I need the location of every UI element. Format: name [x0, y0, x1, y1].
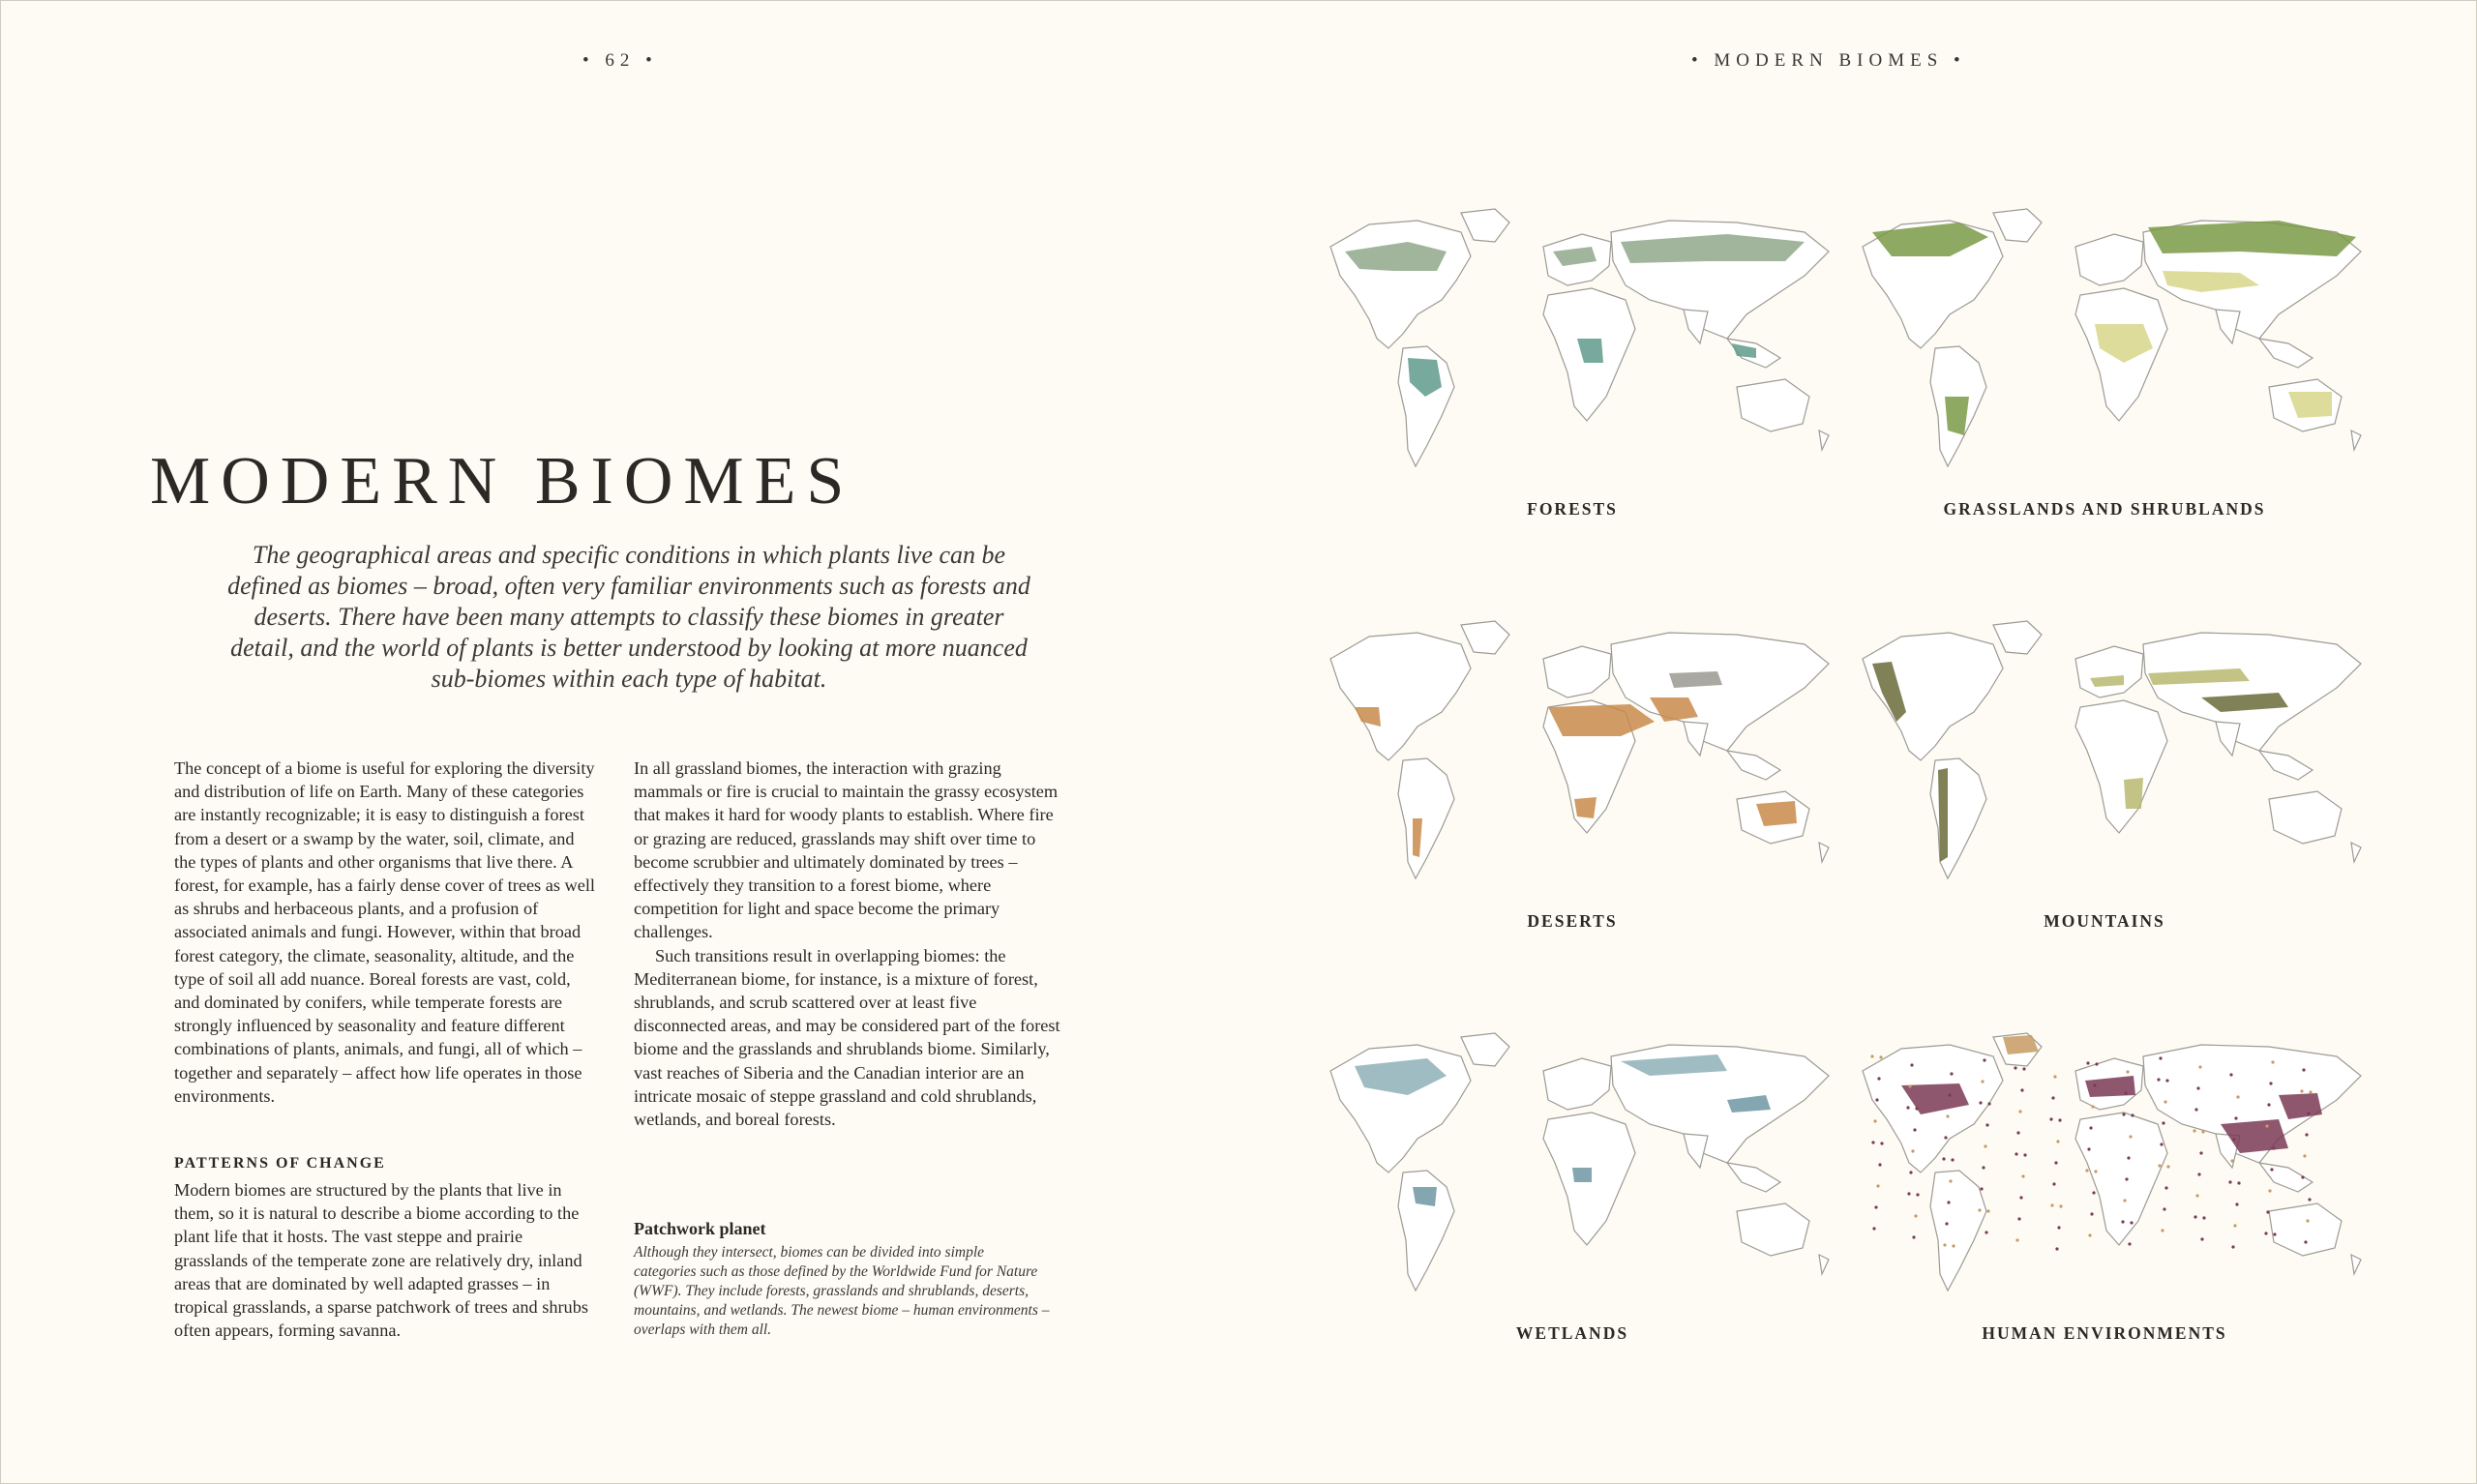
article-title: MODERN BIOMES	[150, 444, 855, 519]
settlement-dot	[2195, 1194, 2198, 1197]
settlement-dot	[2020, 1088, 2023, 1091]
world-map-mountains	[1834, 615, 2375, 905]
settlement-dot	[2269, 1082, 2272, 1084]
settlement-dot	[2161, 1229, 2164, 1232]
settlement-dot	[2304, 1240, 2307, 1243]
body-column-2	[634, 757, 1069, 1131]
settlement-dot	[2271, 1060, 2274, 1063]
biome-region	[1572, 1168, 1592, 1182]
continent-greenland	[1461, 209, 1509, 242]
settlement-dot	[1982, 1166, 1985, 1169]
settlement-dot	[1981, 1080, 1984, 1083]
biome-region	[1413, 1187, 1437, 1206]
map-label: MOUNTAINS	[2044, 911, 2165, 931]
settlement-dot	[2305, 1133, 2308, 1136]
paragraph: The concept of a biome is useful for exploring the diversity and distribution of life on Earth. Many of these categories are instantly recognizable; it is easy to distinguish a forest from a desert or a swamp by the water, soil, climate, and the types of plants and other organisms that live there. A forest, for example, has a fairly dense cover of trees as well as shrubs and herbaceous plants, and a profusion of associated animals and fungi. However, within that broad forest category, the climate, seasonality, altitude, and the type of soil all add nuance. Boreal forests are vast, cold, and dominated by conifers, while temperate forests are strongly influenced by seasonality and feature different combinations of plants, animals, and fungi, all of which – together and separately – affect how life operates in those environments.	[174, 758, 596, 1106]
settlement-dot	[2234, 1116, 2237, 1119]
settlement-dot	[2158, 1164, 2161, 1167]
settlement-dot	[2301, 1175, 2304, 1178]
settlement-dot	[1907, 1192, 1910, 1195]
settlement-dot	[2202, 1216, 2205, 1219]
settlement-dot	[1876, 1184, 1879, 1187]
settlement-dot	[1947, 1201, 1950, 1203]
continent-greenland	[1461, 1033, 1509, 1066]
world-map-wetlands	[1301, 1027, 1843, 1318]
settlement-dot	[2236, 1095, 2239, 1098]
running-header: • MODERN BIOMES •	[1691, 50, 1966, 71]
article-intro: The geographical areas and specific conditions in which plants live can be defined as biomes – broad, often very familiar environments such as forests and deserts. There have been many attempts to classify these biomes in greater detail, and the world of plants is better understood by looking at more nuanced sub-biomes within each type of habitat.	[227, 541, 1030, 693]
settlement-dot	[2193, 1215, 2196, 1218]
continent-outlines	[1330, 621, 1829, 878]
settlement-dot	[2199, 1151, 2202, 1154]
settlement-dot	[2159, 1056, 2162, 1059]
settlement-dot	[2231, 1245, 2234, 1248]
settlement-dot	[1952, 1244, 1955, 1247]
settlement-dot	[2055, 1247, 2058, 1250]
settlement-dot	[1945, 1222, 1948, 1225]
settlement-dot	[1983, 1058, 1985, 1061]
settlement-dot	[2022, 1067, 2025, 1070]
settlement-dot	[1985, 1231, 1987, 1233]
settlement-dot	[1877, 1077, 1880, 1080]
settlement-dot	[1946, 1114, 1949, 1117]
continent-southAmerica	[1930, 1171, 1986, 1291]
world-map-deserts	[1301, 615, 1843, 905]
settlement-dot	[2059, 1204, 2062, 1207]
settlement-dot	[2052, 1182, 2055, 1185]
continent-northAmerica	[1330, 221, 1471, 348]
biome-region	[1548, 704, 1655, 736]
settlement-dot	[2196, 1086, 2199, 1089]
continent-greenland	[1461, 621, 1509, 654]
settlement-dot	[1879, 1055, 1882, 1058]
settlement-dot	[2163, 1207, 2165, 1210]
world-map-human	[1834, 1027, 2375, 1318]
continent-australia	[1737, 1203, 1809, 1256]
settlement-dot	[2129, 1135, 2132, 1138]
settlement-dot	[1874, 1205, 1877, 1208]
continent-greenland	[1993, 621, 2042, 654]
biome-region	[2148, 221, 2356, 256]
settlement-dot	[2232, 1138, 2235, 1141]
settlement-dot	[2054, 1161, 2057, 1164]
continent-india	[1684, 1134, 1708, 1168]
settlement-dot	[2091, 1105, 2094, 1108]
settlement-dot	[1880, 1142, 1883, 1144]
settlement-dot	[1878, 1163, 1881, 1166]
settlement-dot	[2014, 1066, 2016, 1069]
settlement-dot	[1913, 1128, 1916, 1131]
settlement-dot	[2270, 1168, 2273, 1171]
biome-region	[2124, 778, 2143, 809]
settlement-dot	[2094, 1170, 2097, 1172]
biome-region	[2003, 1035, 2039, 1054]
continent-asia	[1611, 633, 1829, 751]
map-label: FORESTS	[1527, 499, 1618, 519]
settlement-dot	[1980, 1187, 1983, 1190]
settlement-dot	[2166, 1165, 2169, 1168]
paragraph: In all grassland biomes, the interaction with grazing mammals or fire is crucial to maintain the grassy ecosystem that makes it hard for woody plants to establish. Where fire or grazing are reduced, grasslands may shift over time to become scrubbier and ultimately dominated by trees – effectively they transition to a forest biome, where competition for light and space become the primary challenges.	[634, 758, 1059, 942]
settlement-dot	[2019, 1196, 2022, 1199]
settlement-dot	[2122, 1113, 2125, 1115]
settlement-dot	[1914, 1214, 1917, 1217]
continent-seAsia	[2259, 339, 2313, 368]
settlement-dot	[2087, 1147, 2090, 1150]
settlement-dot	[2092, 1191, 2095, 1194]
settlement-dot	[2228, 1180, 2231, 1183]
settlement-dot	[2123, 1199, 2126, 1202]
settlement-dot	[2095, 1062, 2098, 1065]
map-grasslands	[1834, 203, 2375, 519]
settlement-dot	[2088, 1233, 2091, 1236]
settlement-dot	[1908, 1084, 1911, 1087]
continent-outlines	[1863, 1033, 2361, 1291]
settlement-dot	[1944, 1136, 1947, 1139]
settlement-dot	[2050, 1203, 2053, 1206]
settlement-dot	[2237, 1181, 2240, 1184]
settlement-dot	[2058, 1118, 2061, 1121]
section-subhead: PATTERNS OF CHANGE	[174, 1155, 386, 1172]
settlement-dot	[2300, 1089, 2303, 1092]
settlement-dot	[1875, 1098, 1878, 1101]
continent-india	[1684, 310, 1708, 343]
caption-title: Patchwork planet	[634, 1219, 766, 1238]
settlement-dot	[1943, 1243, 1946, 1246]
settlement-dot	[2306, 1219, 2309, 1222]
map-label: HUMAN ENVIRONMENTS	[1982, 1323, 2227, 1343]
settlement-dot	[2201, 1130, 2204, 1133]
continent-outlines	[1863, 621, 2361, 878]
continent-nz	[1819, 843, 1829, 862]
settlement-dot	[2053, 1075, 2056, 1078]
settlement-dot	[1870, 1054, 1873, 1057]
continent-india	[2216, 310, 2240, 343]
continent-nz	[2351, 843, 2361, 862]
continent-australia	[1737, 379, 1809, 431]
settlement-dot	[2016, 1131, 2019, 1134]
settlement-dot	[2056, 1140, 2059, 1143]
paragraph: Such transitions result in overlapping biomes: the Mediterranean biome, for instance, is a mixture of forest, shrublands, and scrub scattered over at least five disconnected areas, and may be considered part of the forest biome and the grasslands and shrublands biome. Similarly, vast reaches of Siberia and the Canadian interior are an intricate mosaic of steppe grassland and cold shrublands, wetlands, and boreal forests.	[634, 945, 1060, 1130]
settlement-dot	[1909, 1171, 1912, 1173]
settlement-dot	[2164, 1100, 2166, 1103]
map-human-environments	[1834, 1027, 2375, 1343]
settlement-dot	[2302, 1068, 2305, 1071]
settlement-dot	[1942, 1157, 1945, 1160]
continent-nz	[1819, 1255, 1829, 1274]
settlement-dot	[2124, 1091, 2127, 1094]
settlement-dot	[2128, 1242, 2131, 1245]
settlement-dot	[2193, 1129, 2195, 1132]
continent-northAmerica	[1863, 633, 2003, 760]
settlement-dot	[1906, 1106, 1909, 1109]
continent-africa	[2075, 1113, 2167, 1245]
map-label: GRASSLANDS AND SHRUBLANDS	[1943, 499, 2266, 519]
settlement-dot	[2049, 1117, 2052, 1120]
settlement-dot	[1987, 1102, 1990, 1105]
settlement-dot	[2200, 1237, 2203, 1240]
settlement-dot	[1915, 1107, 1918, 1110]
settlement-dot	[1871, 1141, 1874, 1143]
world-map-forests	[1301, 203, 1843, 493]
settlement-dot	[2057, 1226, 2060, 1229]
biome-region	[1574, 797, 1597, 818]
settlement-dot	[1873, 1119, 1876, 1122]
continent-northAmerica	[1330, 633, 1471, 760]
settlement-dot	[2086, 1061, 2089, 1064]
caption-text: Although they intersect, biomes can be divided into simple categories such as those defined by the Worldwide Fund for Nature (WWF). They include forests, grasslands and shrublands, deserts, mountains, and wetlands. The newest biome – human environments – overlaps with them all.	[634, 1244, 1050, 1338]
settlement-dot	[2093, 1083, 2096, 1086]
settlement-dot	[2085, 1169, 2088, 1172]
settlement-dot	[2233, 1224, 2236, 1227]
settlement-dot	[2051, 1096, 2054, 1099]
settlement-dot	[2194, 1108, 2197, 1111]
settlement-dot	[1984, 1144, 1986, 1147]
world-map-grasslands	[1834, 203, 2375, 493]
settlement-dot	[1950, 1072, 1953, 1075]
settlement-dot	[2273, 1232, 2276, 1235]
settlement-dot	[2229, 1073, 2232, 1076]
map-label: WETLANDS	[1515, 1323, 1629, 1343]
settlement-dot	[2265, 1124, 2268, 1127]
settlement-dot	[2230, 1159, 2233, 1162]
body-column-1	[174, 757, 600, 1108]
settlement-dot	[2165, 1079, 2168, 1082]
settlement-dot	[2235, 1202, 2238, 1205]
continent-europe	[2075, 234, 2143, 285]
settlement-dot	[2198, 1065, 2201, 1068]
continent-southAmerica	[1398, 758, 1454, 878]
settlement-dot	[2162, 1121, 2164, 1124]
settlement-dot	[2197, 1172, 2200, 1175]
settlement-dot	[2268, 1189, 2271, 1192]
settlement-dot	[2125, 1177, 2128, 1180]
page-number: • 62 •	[582, 50, 658, 71]
settlement-dot	[2160, 1143, 2163, 1145]
settlement-dot	[2126, 1070, 2129, 1073]
continent-nz	[2351, 430, 2361, 450]
settlement-dot	[2264, 1232, 2267, 1234]
settlement-dot	[2018, 1110, 2021, 1113]
continent-nz	[1819, 430, 1829, 450]
settlement-dot	[1948, 1093, 1951, 1096]
settlement-dot	[2014, 1152, 2017, 1155]
settlement-dot	[2121, 1220, 2124, 1223]
settlement-dot	[2017, 1217, 2020, 1220]
settlement-dot	[1912, 1235, 1915, 1238]
settlement-dot	[1949, 1179, 1952, 1182]
settlement-dot	[1979, 1101, 1982, 1104]
continent-india	[1684, 722, 1708, 756]
map-mountains	[1834, 615, 2375, 931]
settlement-dot	[2130, 1221, 2133, 1224]
settlement-dot	[1985, 1123, 1988, 1126]
continent-seAsia	[2259, 751, 2313, 780]
continent-europe	[2075, 646, 2143, 697]
paragraph: Modern biomes are structured by the plants that live in them, so it is natural to describe a biome according to the plant life that it hosts. The vast steppe and prairie grasslands of the temperate zone are relatively dry, inland areas that are dominated by well adapted grasses – in tropical grasslands, a sparse patchwork of trees and shrubs often appears, forming savanna.	[174, 1180, 588, 1341]
settlement-dot	[2309, 1090, 2312, 1093]
map-wetlands	[1301, 1027, 1843, 1343]
settlement-dot	[1986, 1209, 1989, 1212]
continent-seAsia	[2259, 1163, 2313, 1192]
settlement-dot	[2015, 1238, 2018, 1241]
map-label: DESERTS	[1527, 911, 1618, 931]
settlement-dot	[1951, 1158, 1954, 1161]
settlement-dot	[2131, 1113, 2134, 1116]
settlement-dot	[2089, 1126, 2092, 1129]
settlement-dot	[2090, 1212, 2093, 1215]
settlement-dot	[2023, 1153, 2026, 1156]
continent-europe	[1543, 1058, 1611, 1110]
continent-seAsia	[1727, 751, 1780, 780]
settlement-dot	[1872, 1227, 1875, 1230]
settlement-dot	[1916, 1193, 1919, 1196]
continent-australia	[2269, 1203, 2342, 1256]
settlement-dot	[2307, 1112, 2310, 1114]
continent-nz	[2351, 1255, 2361, 1274]
body-column-1-continued	[174, 1178, 600, 1342]
map-forests	[1301, 203, 1843, 519]
settlement-dot	[2157, 1078, 2160, 1081]
settlement-dot	[2021, 1174, 2024, 1177]
settlement-dot	[2272, 1146, 2275, 1149]
continent-africa	[2075, 700, 2167, 833]
continent-seAsia	[1727, 1163, 1780, 1192]
continent-asia	[2143, 633, 2361, 751]
biome-region	[1669, 671, 1722, 688]
continent-india	[2216, 722, 2240, 756]
settlement-dot	[2267, 1103, 2270, 1106]
continent-australia	[2269, 791, 2342, 844]
map-deserts	[1301, 615, 1843, 931]
settlement-dot	[2308, 1198, 2311, 1201]
settlement-dot	[1911, 1149, 1914, 1152]
continent-greenland	[1993, 209, 2042, 242]
settlement-dot	[1978, 1208, 1981, 1211]
settlement-dot	[2266, 1210, 2269, 1213]
settlement-dot	[2164, 1186, 2167, 1189]
settlement-dot	[2303, 1154, 2306, 1157]
settlement-dot	[2127, 1156, 2130, 1159]
settlement-dot	[1910, 1063, 1913, 1066]
continent-europe	[1543, 646, 1611, 697]
